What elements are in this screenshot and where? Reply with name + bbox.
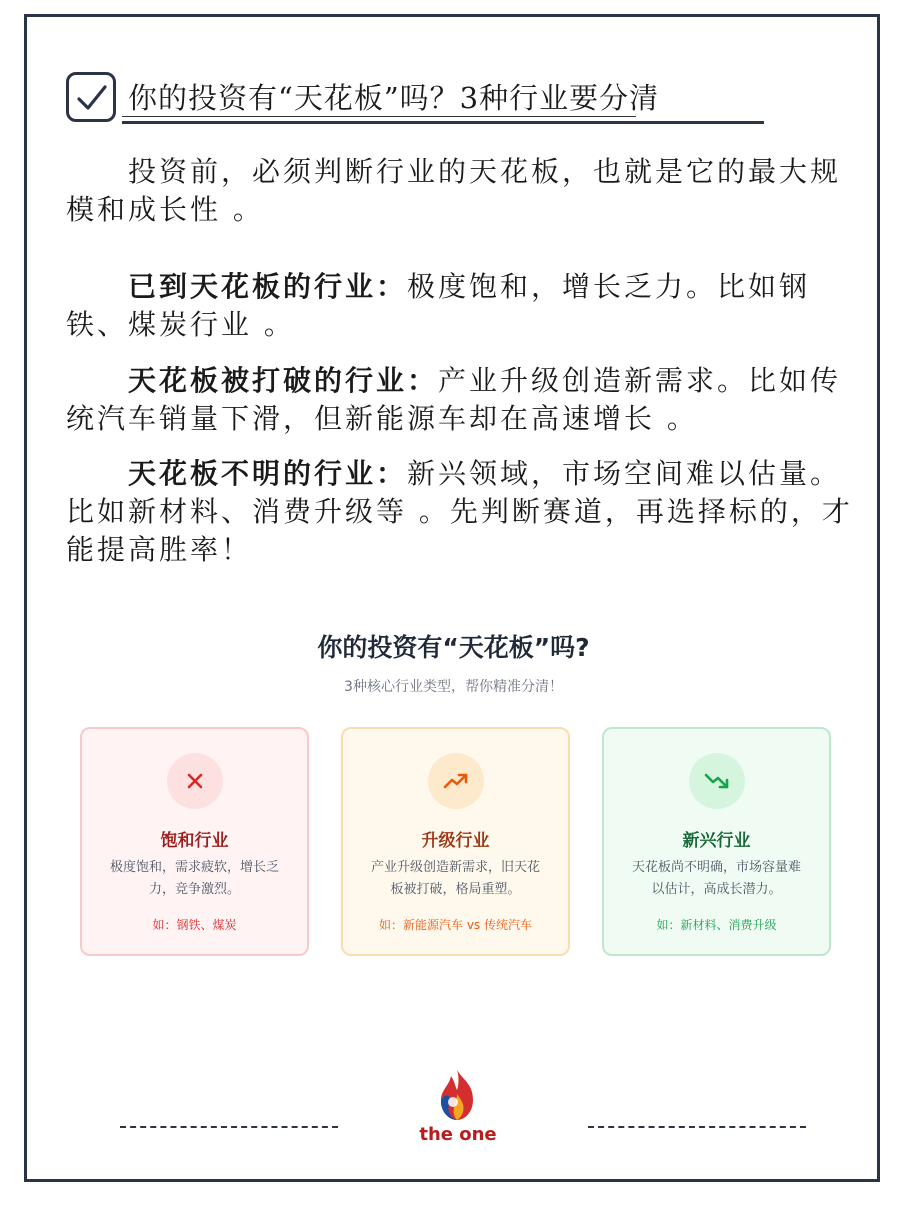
card-example: 如：钢铁、煤炭 bbox=[152, 918, 237, 932]
page-title: 你的投资有“天花板”吗？3种行业要分清 bbox=[128, 81, 660, 115]
card-description: 产业升级创造新需求，旧天花板被打破，格局重塑。 bbox=[370, 860, 540, 897]
logo-text: the one bbox=[419, 1124, 497, 1145]
flame-logo-icon bbox=[427, 1066, 487, 1126]
card-example: 如：新材料、消费升级 bbox=[656, 918, 777, 932]
card-title: 新兴行业 bbox=[682, 831, 751, 851]
upgrade-text: 产业升级创造新需求。比如传统汽车销量下滑，但新能源车却在高速增长 。 bbox=[66, 364, 842, 435]
title-underline-thick bbox=[122, 121, 764, 124]
card-description: 极度饱和，需求疲软，增长乏力，竞争激烈。 bbox=[109, 860, 279, 897]
infographic-subtitle: 3种核心行业类型，帮你精准分清！ bbox=[344, 679, 563, 695]
x-icon bbox=[167, 753, 223, 809]
emerging-heading: 天花板不明的行业： bbox=[128, 457, 408, 490]
card-emerging bbox=[602, 727, 831, 956]
upgrade-paragraph bbox=[66, 362, 866, 438]
card-description: 天花板尚不明确，市场容量难以估计，高成长潜力。 bbox=[631, 860, 801, 897]
card-saturated bbox=[80, 727, 309, 956]
intro-text: 投资前，必须判断行业的天花板，也就是它的最大规模和成长性 。 bbox=[66, 155, 842, 226]
checkbox-icon bbox=[66, 72, 116, 122]
infographic-title: 你的投资有“天花板”吗? bbox=[317, 633, 590, 662]
emerging-text: 新兴领域，市场空间难以估量。比如新材料、消费升级等 。先判断赛道，再选择标的，才能提高胜率！ bbox=[66, 457, 853, 566]
trend-down-icon bbox=[689, 753, 745, 809]
saturated-paragraph bbox=[66, 268, 866, 344]
intro-paragraph bbox=[66, 153, 866, 229]
trend-up-icon bbox=[428, 753, 484, 809]
emerging-paragraph bbox=[66, 455, 866, 569]
upgrade-heading: 天花板被打破的行业： bbox=[128, 364, 439, 397]
card-title: 饱和行业 bbox=[160, 831, 229, 851]
card-title: 升级行业 bbox=[421, 831, 490, 851]
card-upgrade bbox=[341, 727, 570, 956]
saturated-heading: 已到天花板的行业： bbox=[128, 270, 408, 303]
card-example: 如：新能源汽车 vs 传统汽车 bbox=[379, 918, 532, 932]
title-underline-thin bbox=[122, 116, 636, 117]
saturated-text: 极度饱和，增长乏力。比如钢铁、煤炭行业 。 bbox=[66, 270, 811, 341]
